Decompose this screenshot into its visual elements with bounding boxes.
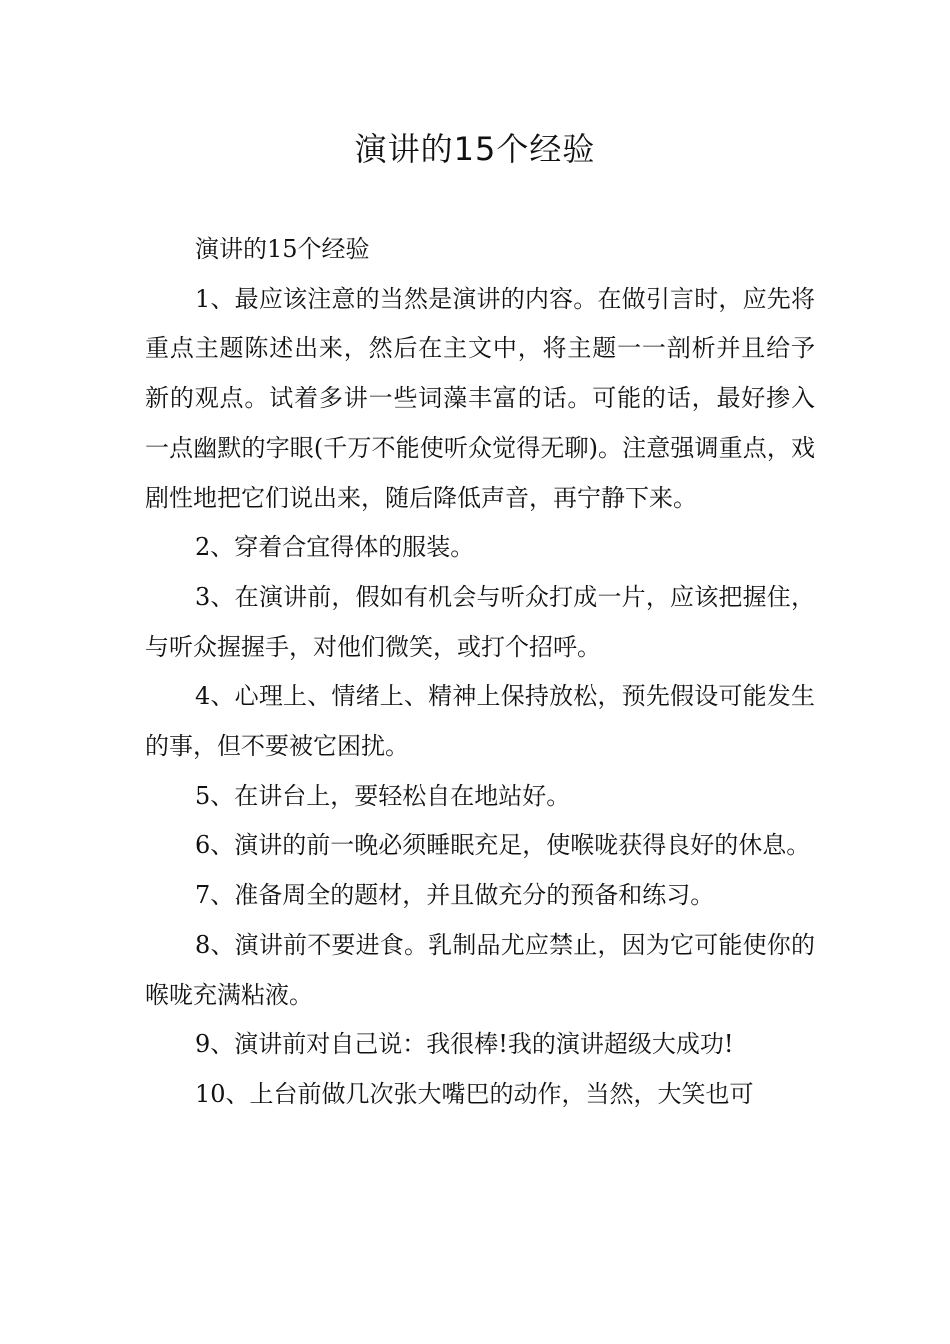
paragraph-2: 2、穿着合宜得体的服装。 [195, 533, 475, 562]
paragraph-8: 8、演讲前不要进食。乳制品尤应禁止，因为它可能使你的喉咙充满粘液。 [145, 930, 815, 1009]
paragraph-3: 3、在演讲前，假如有机会与听众打成一片，应该把握住，与听众握握手，对他们微笑，或打个招呼。 [145, 582, 815, 661]
paragraph-6: 6、演讲的前一晚必须睡眠充足，使喉咙获得良好的休息。 [195, 831, 811, 860]
paragraph-1: 1、最应该注意的当然是演讲的内容。在做引言时，应先将重点主题陈述出来，然后在主文中，将主题一一剖析并且给予新的观点。试着多讲一些词藻丰富的话。可能的话，最好掺入一点幽默的字眼(千万不能使听众觉得无聊)。注意强调重点，戏剧性地把它们说出来，随后降低声音，再宁静下来。 [145, 284, 815, 512]
paragraph-subtitle: 演讲的15个经验 [195, 235, 370, 263]
document-title: 演讲的15个经验 [354, 130, 596, 168]
document-body [145, 225, 815, 1120]
paragraph-5: 5、在讲台上，要轻松自在地站好。 [195, 781, 571, 810]
paragraph-4: 4、心理上、情绪上、精神上保持放松，预先假设可能发生的事，但不要被它困扰。 [145, 682, 815, 761]
paragraph-9: 9、演讲前对自己说：我很棒!我的演讲超级大成功! [195, 1030, 734, 1059]
paragraph-7: 7、准备周全的题材，并且做充分的预备和练习。 [195, 881, 715, 910]
paragraph-10: 10、上台前做几次张大嘴巴的动作，当然，大笑也可 [195, 1079, 754, 1108]
